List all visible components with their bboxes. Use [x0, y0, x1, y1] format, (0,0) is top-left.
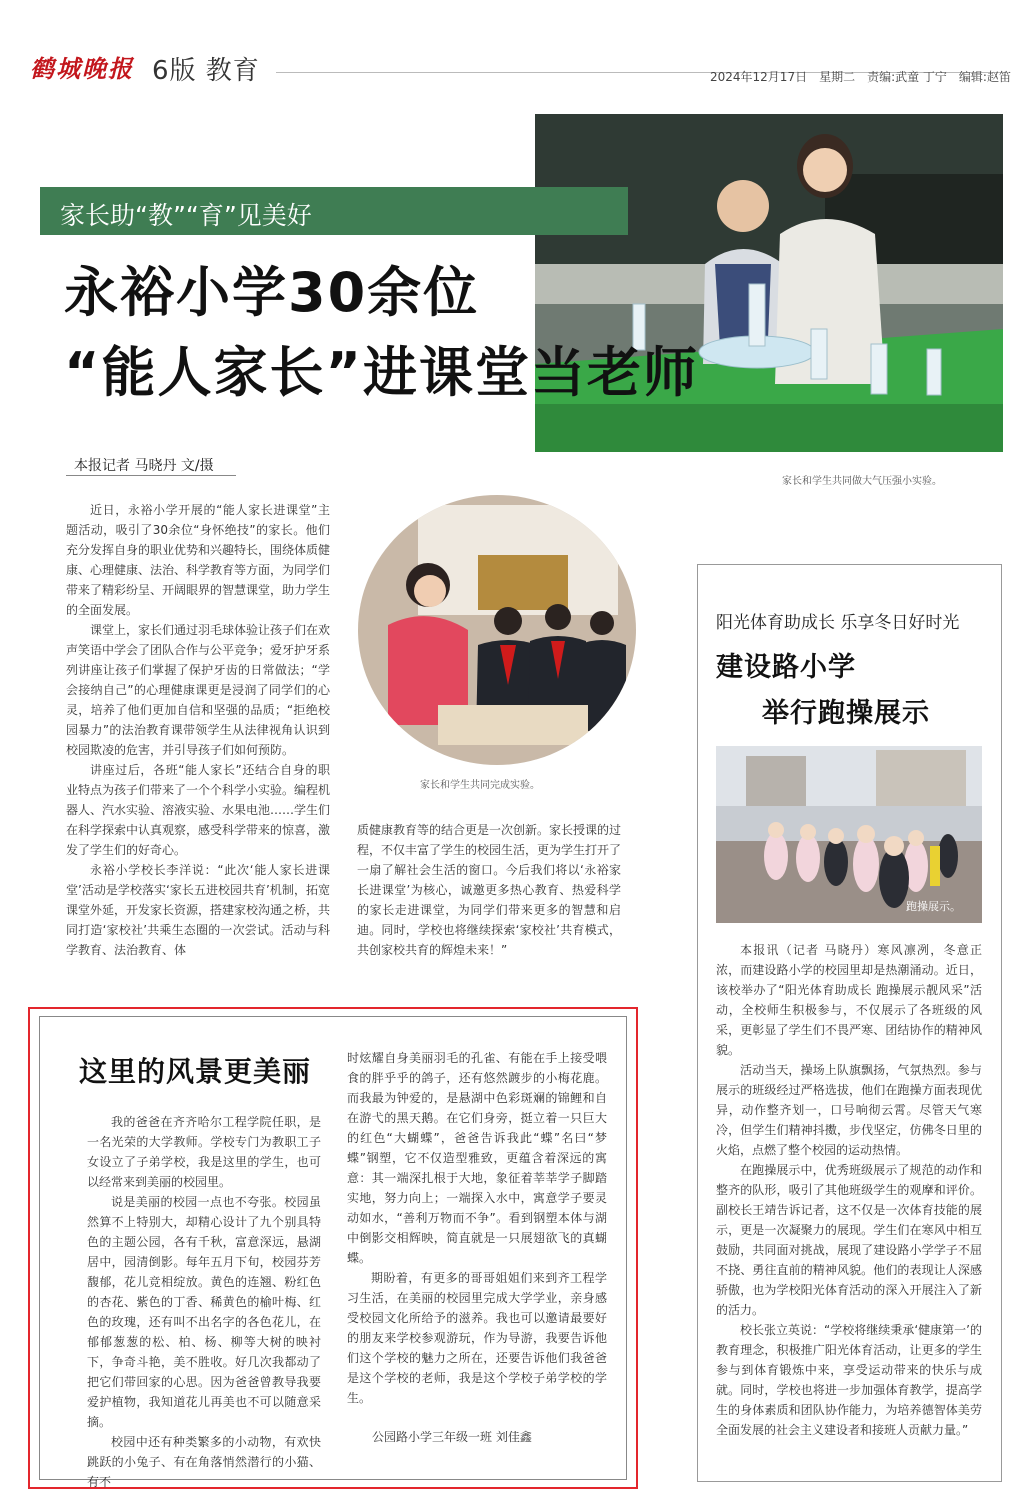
paragraph: 时炫耀自身美丽羽毛的孔雀、有能在手上接受喂食的胖乎乎的鸽子，还有悠然踱步的小梅花鹿。而我最为钟爱的，是悬湖中色彩斑斓的锦鲤和自在游弋的黑天鹅。在它们身旁，挺立着一只巨大的红色“大蝴蝶”，爸爸告诉我此“蝶”名曰“梦蝶”钢塑，它不仅造型雅致，更蕴含着深远的寓意：其一端深扎根于大地，象征着莘莘学子脚踏实地，努力向上；一端探入水中，寓意学子要灵动如水，“善利万物而不争”。看到钢塑本体与湖中倒影交相辉映，简直就是一只展翅欲飞的真蝴蝶。 — [347, 1051, 607, 1265]
paragraph: 说是美丽的校园一点也不夸张。校园虽然算不上特别大，却精心设计了九个别具特色的主题公园，各有千秋，富意深远，悬湖居中，园清倒影。每年五月下旬，校园芬芳馥郁，花儿竞相绽放。黄色的连翘、粉红色的杏花、紫色的丁香、稀黄色的榆叶梅、红色的玫瑰，还有叫不出名字的各色花儿，在郁郁葱葱的松、柏、杨、柳等大树的映衬下，争奇斗艳，美不胜收。好几次我都动了把它们带回家的心思。因为爸爸曾教导我要爱护植物，我知道花儿再美也不可以随意采摘。 — [87, 1195, 321, 1429]
paragraph: 永裕小学校长李洋说：“此次‘能人家长进课堂’活动是学校落实‘家长五进校园共育’机制，拓宽课堂外延，开发家长资源，搭建家校沟通之桥，共同打造‘家校社’共乘生态圈的一次尝试。活动与科学教育、法治教育、体 — [66, 863, 331, 957]
sidebar-title-line-2: 举行跑操展示 — [762, 698, 930, 729]
paragraph: 活动当天，操场上队旗飘扬，气氛热烈。参与展示的班级经过严格选拔，他们在跑操方面表现优异，动作整齐划一，口号响彻云霄。尽管天气寒冷，但学生们精神抖擞，步伐坚定，仿佛冬日里的火焰，点燃了整个校园的运动热情。 — [716, 1063, 982, 1157]
essay-author: 公园路小学三年级一班 刘佳鑫 — [372, 1430, 532, 1444]
article-column-2 — [357, 820, 621, 960]
sidebar-kicker: 阳光体育助成长 乐享冬日好时光 — [716, 613, 960, 633]
paragraph: 校长张立英说：“学校将继续秉承‘健康第一’的教育理念，积极推广阳光体育活动，让更多的学生参与到体育锻炼中来，享受运动带来的快乐与成就。同时，学校也将进一步加强体育教学，提高学生的身体素质和团队协作能力，为培养德智体美劳全面发展的社会主义建设者和接班人贡献力量。” — [716, 1323, 982, 1437]
essay-column-1 — [87, 1112, 321, 1492]
issue-meta: 2024年12月17日 星期二 责编:武童 丁宁 编辑:赵笛 — [710, 70, 1011, 84]
paragraph: 近日，永裕小学开展的“能人家长进课堂”主题活动，吸引了30余位“身怀绝技”的家长。他们充分发挥自身的职业优势和兴趣特长，围绕体质健康、心理健康、法治、科学教育等方面，为同学们带来了精彩纷呈、开阔眼界的智慧课堂，助力学生的全面发展。 — [66, 503, 331, 617]
paragraph: 讲座过后，各班“能人家长”还结合自身的职业特点为孩子们带来了一个个科学小实验。编程机器人、汽水实验、溶液实验、水果电池……学生们在科学探索中认真观察，感受科学带来的惊喜，激发了学生们的好奇心。 — [66, 763, 331, 857]
running-photo-caption: 跑操展示。 — [906, 900, 961, 913]
newspaper-logo — [28, 52, 150, 84]
running-exercise-photo — [716, 746, 982, 923]
circle-photo-caption: 家长和学生共同完成实验。 — [420, 780, 540, 791]
paragraph: 在跑操展示中，优秀班级展示了规范的动作和整齐的队形，吸引了其他班级学生的观摩和评价。副校长王靖告诉记者，这不仅是一次体育技能的展示，更是一次凝聚力的展现。学生们在寒风中相互鼓励，共同面对挑战，展现了建设路小学学子不屈不挠、勇往直前的精神风貌。他们的表现让人深感骄傲，也为学校阳光体育活动的深入开展注入了新的活力。 — [716, 1163, 982, 1317]
headline-line-2: “能人家长”进课堂当老师 — [64, 341, 699, 404]
paragraph: 我的爸爸在齐齐哈尔工程学院任职，是一名光荣的大学教师。学校专门为教职工子女设立了子弟学校，我是这里的学生，也可以经常来到美丽的校园里。 — [87, 1115, 321, 1189]
sidebar-title-line-1: 建设路小学 — [716, 652, 856, 683]
svg-text:鹤城晚报: 鹤城晚报 — [30, 54, 134, 83]
parent-student-experiment-photo — [358, 495, 636, 765]
paragraph: 本报讯（记者 马晓丹）寒风凛冽，冬意正浓，而建设路小学的校园里却是热潮涌动。近日，该校举办了“阳光体育助成长 跑操展示靓风采”活动，全校师生积极参与，不仅展示了各班级的风采，更彰显了学生们不畏严寒、团结协作的精神风貌。 — [716, 943, 982, 1057]
article-kicker: 家长助“教”“育”见美好 — [60, 201, 312, 230]
byline: 本报记者 马晓丹 文/摄 — [74, 458, 214, 474]
paragraph: 校园中还有种类繁多的小动物，有欢快跳跃的小兔子、有在角落悄然潜行的小猫、有不 — [87, 1435, 321, 1489]
paragraph: 期盼着，有更多的哥哥姐姐们来到齐工程学习生活，在美丽的校园里完成大学学业，亲身感受校园文化所给予的滋养。我也可以邀请最要好的朋友来学校参观游玩，作为导游，我要告诉他们这个学校的魅力之所在，还要告诉他们我爸爸是这个学校的老师，我是这个学校子弟学校的学生。 — [347, 1271, 607, 1405]
page-label: 6版 教育 — [152, 56, 260, 86]
paragraph: 质健康教育等的结合更是一次创新。家长授课的过程，不仅丰富了学生的校园生活，更为学生打开了一扇了解社会生活的窗口。今后我们将以‘永裕家长进课堂’为核心，诚邀更多热心教育、热爱科学的家长走进课堂，为同学们带来更多的智慧和启迪。同时，学校也将继续探索‘家校社’共育模式，共创家校共育的辉煌未来！” — [357, 823, 622, 957]
byline-rule — [66, 475, 236, 476]
photo-caption: 家长和学生共同做大气压强小实验。 — [782, 476, 942, 487]
article-column-1 — [66, 500, 330, 960]
headline-line-1: 永裕小学30余位 — [64, 261, 480, 324]
sidebar-article-body — [716, 940, 982, 1440]
paragraph: 课堂上，家长们通过羽毛球体验让孩子们在欢声笑语中学会了团队合作与公平竞争；爱牙护牙系列讲座让孩子们掌握了保护牙齿的日常做法；“学会接纳自己”的心理健康课更是浸润了同学们的心灵，培养了他们更加自信和坚强的品质；“拒绝校园暴力”的法治教育课带领学生从法律视角认识到校园欺凌的危害，并引导孩子们如何预防。 — [66, 623, 331, 757]
essay-title: 这里的风景更美丽 — [79, 1055, 312, 1088]
essay-column-2 — [347, 1048, 607, 1408]
